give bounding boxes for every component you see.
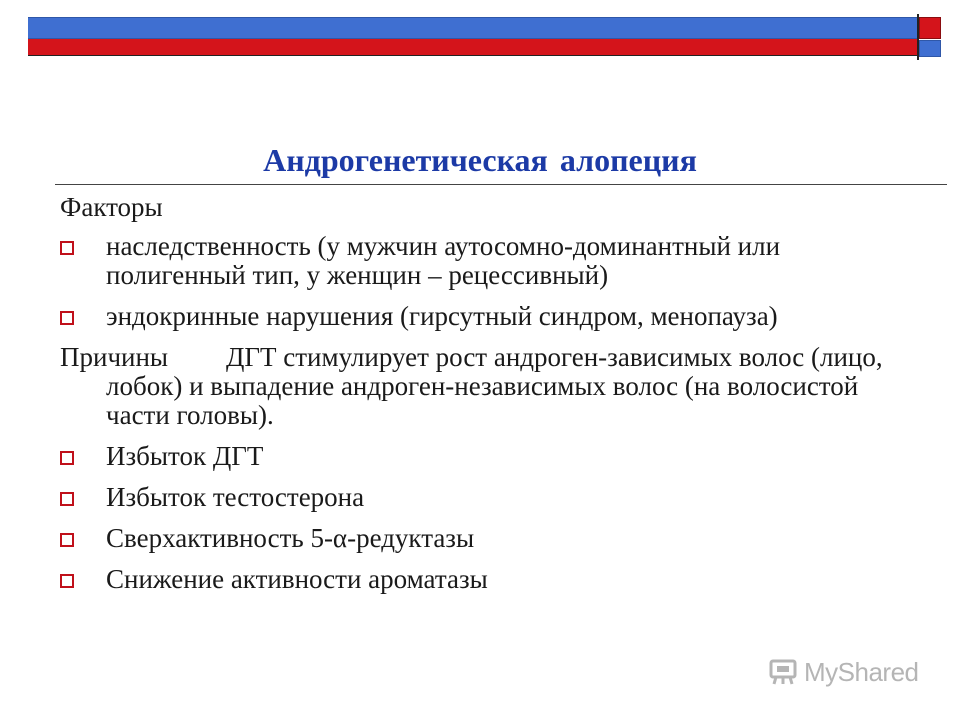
watermark: [768, 655, 928, 689]
hollow-square-icon: [60, 241, 74, 255]
header-bar-blue: [28, 17, 917, 39]
header-bar-red: [28, 39, 917, 56]
myshared-logo-icon: [768, 657, 798, 687]
hollow-square-icon: [60, 533, 74, 547]
causes-label: Причины: [60, 342, 169, 372]
cause-reductase-hyperactivity: Сверхактивность 5-α-редуктазы: [106, 523, 475, 553]
causes-paragraph: [60, 343, 920, 430]
list-item: [60, 565, 920, 594]
slide-body: [60, 193, 920, 606]
hollow-square-icon: [60, 574, 74, 588]
cause-dht-excess: Избыток ДГТ: [106, 441, 264, 471]
list-item: [60, 483, 920, 512]
cause-testosterone-excess: Избыток тестостерона: [106, 482, 365, 512]
list-item: [60, 232, 920, 290]
hollow-square-icon: [60, 311, 74, 325]
cause-aromatase-decrease: Снижение активности ароматазы: [106, 564, 488, 594]
hollow-square-icon: [60, 492, 74, 506]
title-underline: [55, 184, 947, 185]
factor-endocrine: эндокринные нарушения (гирсутный синдром, менопауза): [106, 301, 778, 331]
list-item: [60, 302, 920, 331]
header-square-blue: [919, 40, 941, 57]
factors-heading: Факторы: [60, 192, 163, 222]
header-square-red: [919, 17, 941, 39]
causes-text: ДГТ стимулирует рост андроген-зависимых волос (лицо, лобок) и выпадение андроген-независимых волос (на волосистой части головы).: [106, 342, 883, 430]
list-item: [60, 442, 920, 471]
hollow-square-icon: [60, 451, 74, 465]
list-item: [60, 524, 920, 553]
watermark-text: MyShared: [804, 656, 919, 687]
factor-heredity: наследственность (у мужчин аутосомно-доминантный или полигенный тип, у женщин – рецессивный): [106, 231, 781, 290]
slide-title: Андрогенетическая алопеция: [263, 142, 697, 178]
